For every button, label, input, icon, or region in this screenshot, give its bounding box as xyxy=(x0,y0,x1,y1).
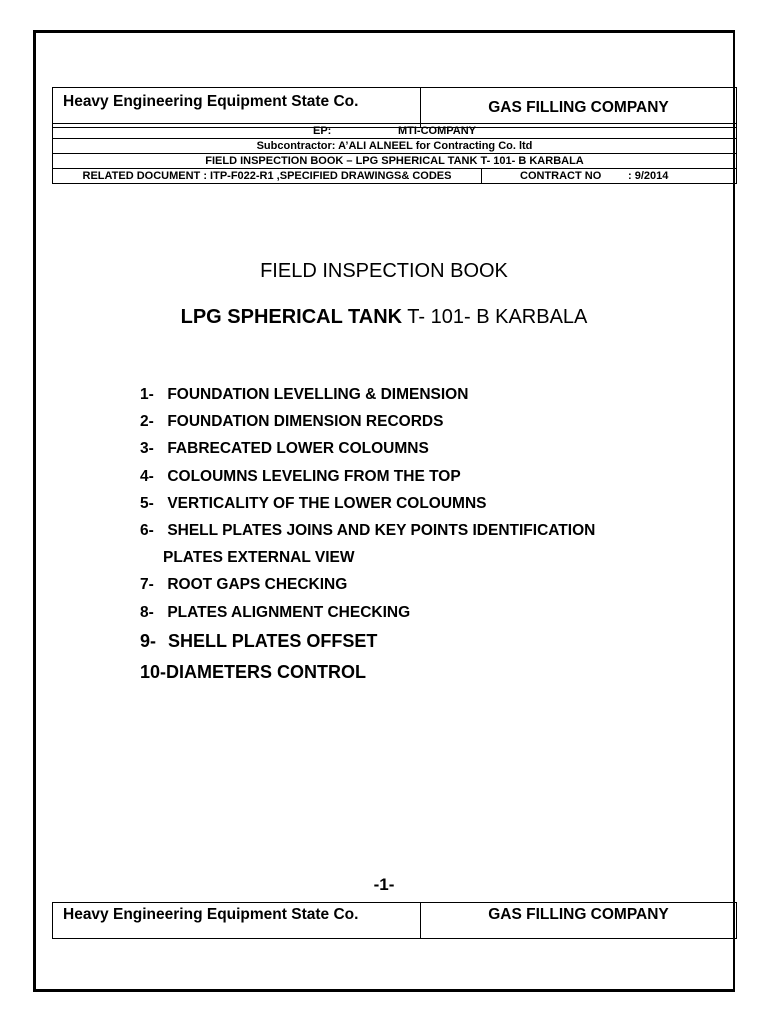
subcontractor-line: Subcontractor: A’ALI ALNEEL for Contracting Co. ltd xyxy=(53,139,737,154)
contract-value: : 9/2014 xyxy=(628,170,669,182)
document-subtitle xyxy=(0,306,768,329)
footer-right-company: GAS FILLING COMPANY xyxy=(421,903,737,939)
ep-label: EP: xyxy=(312,125,332,137)
page-number: -1- xyxy=(373,875,395,894)
header-right-company: GAS FILLING COMPANY xyxy=(421,88,737,128)
list-item: 5- VERTICALITY OF THE LOWER COLOUMNS xyxy=(140,494,487,512)
subtitle-bold: LPG SPHERICAL TANK xyxy=(180,306,403,328)
list-item: 7- ROOT GAPS CHECKING xyxy=(140,576,348,594)
footer-company-table xyxy=(52,902,737,939)
list-item: 10-DIAMETERS CONTROL xyxy=(140,661,367,682)
related-document: RELATED DOCUMENT : ITP-F022-R1 ,SPECIFIED DRAWINGS& CODES xyxy=(53,169,482,184)
contract-label: CONTRACT NO xyxy=(520,170,602,182)
list-item: 3- FABRECATED LOWER COLOUMNS xyxy=(140,440,429,458)
footer-left-company: Heavy Engineering Equipment State Co. xyxy=(53,903,421,939)
contents-list xyxy=(140,381,595,688)
document-title: FIELD INSPECTION BOOK xyxy=(260,260,508,282)
header-left-company: Heavy Engineering Equipment State Co. xyxy=(53,88,421,128)
subtitle-rest: T- 101- B KARBALA xyxy=(402,306,588,328)
book-title-line: FIELD INSPECTION BOOK – LPG SPHERICAL TANK T- 101- B KARBALA xyxy=(53,154,737,169)
list-item: 6- SHELL PLATES JOINS AND KEY POINTS IDENTIFICATION xyxy=(140,521,596,539)
list-item-continuation: PLATES EXTERNAL VIEW xyxy=(163,549,355,567)
header-company-table xyxy=(52,87,737,128)
contract-cell xyxy=(482,169,737,184)
ep-row xyxy=(53,124,737,139)
header-info-table xyxy=(52,123,737,184)
list-item: 4- COLOUMNS LEVELING FROM THE TOP xyxy=(140,467,461,485)
list-item: 1- FOUNDATION LEVELLING & DIMENSION xyxy=(140,386,469,403)
list-item: 9- SHELL PLATES OFFSET xyxy=(140,630,378,651)
ep-value: MTI-COMPANY xyxy=(397,125,476,137)
list-item: 8- PLATES ALIGNMENT CHECKING xyxy=(140,603,411,621)
list-item: 2- FOUNDATION DIMENSION RECORDS xyxy=(140,413,444,431)
